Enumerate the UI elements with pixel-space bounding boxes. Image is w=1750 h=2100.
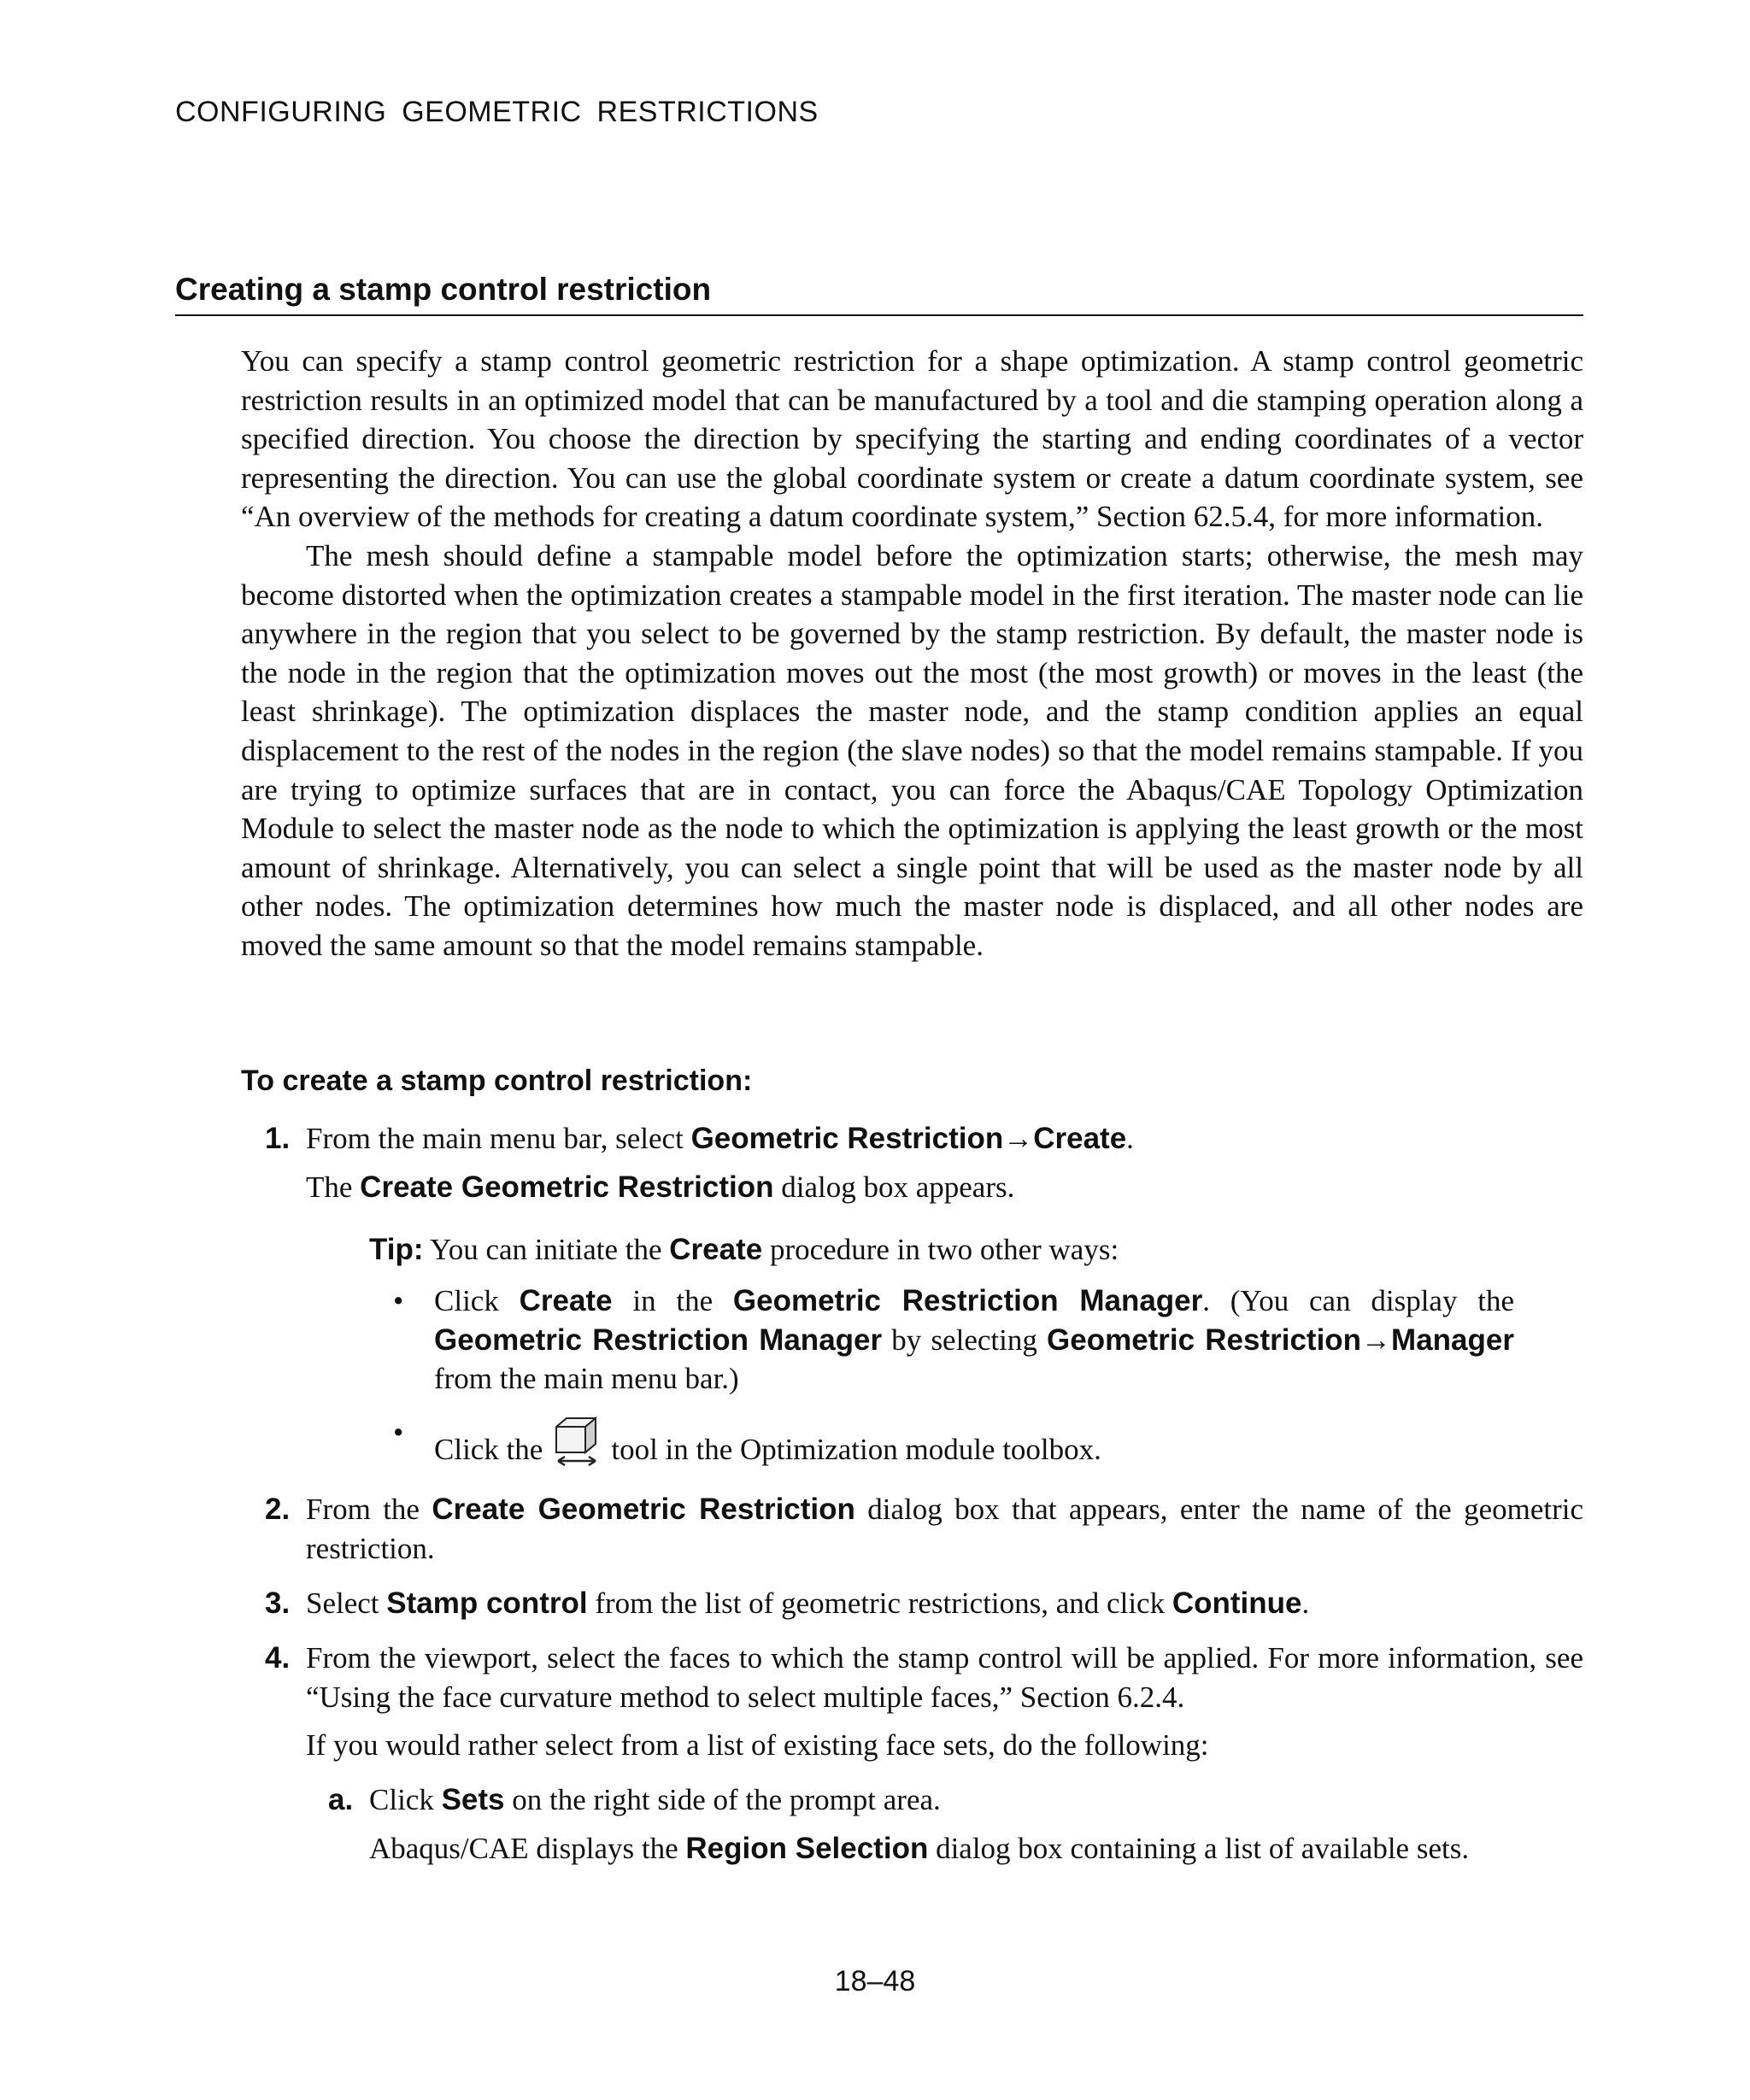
- step-1-result-pre: The: [306, 1170, 361, 1204]
- step-4: [241, 1639, 1583, 1765]
- continue-label: Continue: [1172, 1587, 1302, 1620]
- stamp-control-option: Stamp control: [386, 1587, 588, 1620]
- menu-path-create: Geometric Restriction→Create: [690, 1122, 1127, 1155]
- step-1-text: [306, 1119, 1583, 1159]
- dialog-name: Create Geometric Restriction: [432, 1493, 855, 1526]
- step-1-post: .: [1126, 1122, 1134, 1155]
- substep-a-result: Abaqus/CAE displays the Region Selection dialog box containing a list of available sets.: [369, 1831, 1470, 1865]
- step-2: [241, 1490, 1583, 1568]
- bullet-dot: •: [393, 1284, 404, 1317]
- tip-pre: You can initiate the: [423, 1233, 670, 1266]
- intro-body: [241, 342, 1583, 965]
- tip-post: procedure in two other ways:: [762, 1233, 1119, 1266]
- step-2-number: 2.: [265, 1493, 291, 1526]
- step-1-result: [306, 1168, 1583, 1207]
- step-3: [241, 1584, 1583, 1623]
- tip-bullet-2-text: Click the tool in the Optimization module toolbox.: [434, 1413, 1514, 1469]
- step-1-pre: From the main menu bar, select: [306, 1122, 691, 1155]
- procedure-heading: To create a stamp control restriction:: [241, 1065, 753, 1097]
- section-title: Creating a stamp control restriction: [175, 272, 1583, 316]
- step-3-number: 3.: [265, 1587, 291, 1620]
- step-4-followup: If you would rather select from a list of existing face sets, do the following:: [306, 1728, 1209, 1763]
- substep-a-label: a.: [328, 1783, 354, 1816]
- tip: [369, 1230, 1514, 1270]
- tip-bullet-1: [393, 1282, 1514, 1399]
- step-4-number: 4.: [265, 1641, 291, 1675]
- region-selection-label: Region Selection: [685, 1831, 929, 1865]
- dialog-name: Create Geometric Restriction: [360, 1170, 774, 1204]
- step-3-text: Select Stamp control from the list of geometric restrictions, and click Continue.: [306, 1587, 1310, 1620]
- bullet-dot: •: [393, 1416, 404, 1449]
- step-1: [241, 1119, 1583, 1206]
- step-1-result-post: dialog box appears.: [773, 1170, 1015, 1204]
- running-header: CONFIGURING GEOMETRIC RESTRICTIONS: [175, 96, 819, 128]
- tip-create: Create: [669, 1233, 763, 1266]
- tip-label: Tip:: [369, 1233, 424, 1266]
- step-4-text: From the viewport, select the faces to which the stamp control will be applied. For more information, see “Using the face curvature method to select multiple faces,” Section 6.2.4.: [306, 1641, 1583, 1714]
- step-1-number: 1.: [265, 1122, 291, 1155]
- tip-bullet-2: [393, 1413, 1514, 1469]
- substep-a-text: Click Sets on the right side of the prompt area.: [369, 1783, 941, 1816]
- intro-paragraph-2: The mesh should define a stampable model before the optimization starts; otherwise, the mesh may become distorted when the optimization creates a stampable model in the first iteration. The master node can lie anywhere in the region that you select to be governed by the stamp restriction. By default, the master node is the node in the region that the optimization moves out the most (the most growth) or moves in the least (the least shrinkage). The optimization displaces the master node, and the stamp condition applies an equal displacement to the rest of the nodes in the region (the slave nodes) so that the model remains stampable. If you are trying to optimize surfaces that are in contact, you can force the Abaqus/CAE Topology Optimization Module to select the master node as the node to which the optimization is applying the least growth or the most amount of shrinkage. Alternatively, you can select a single point that will be used as the master node by all other nodes. The optimization determines how much the master node is displaced, and all other nodes are moved the same amount so that the model remains stampable.: [241, 538, 1583, 962]
- intro-paragraph-1: You can specify a stamp control geometric restriction for a shape optimization. A stamp control geometric restriction results in an optimized model that can be manufactured by a tool and die stamping operation along a specified direction. You choose the direction by specifying the starting and ending coordinates of a vector representing the direction. You can use the global coordinate system or create a datum coordinate system, see “An overview of the methods for creating a datum coordinate system,” Section 62.5.4, for more information.: [241, 344, 1583, 534]
- substep-a: [328, 1780, 1584, 1868]
- sets-label: Sets: [441, 1783, 505, 1816]
- page-number: 18–48: [834, 1965, 916, 1997]
- tip-bullet-1-text: Click Create in the Geometric Restriction Manager. (You can display the Geometric Restriction Manager by selecting Geometric Restriction→Manager from the main menu bar.): [434, 1284, 1514, 1396]
- step-2-text: From the Create Geometric Restriction dialog box that appears, enter the name of the geometric restriction.: [306, 1493, 1583, 1565]
- stamp-control-tool-icon: [548, 1413, 606, 1466]
